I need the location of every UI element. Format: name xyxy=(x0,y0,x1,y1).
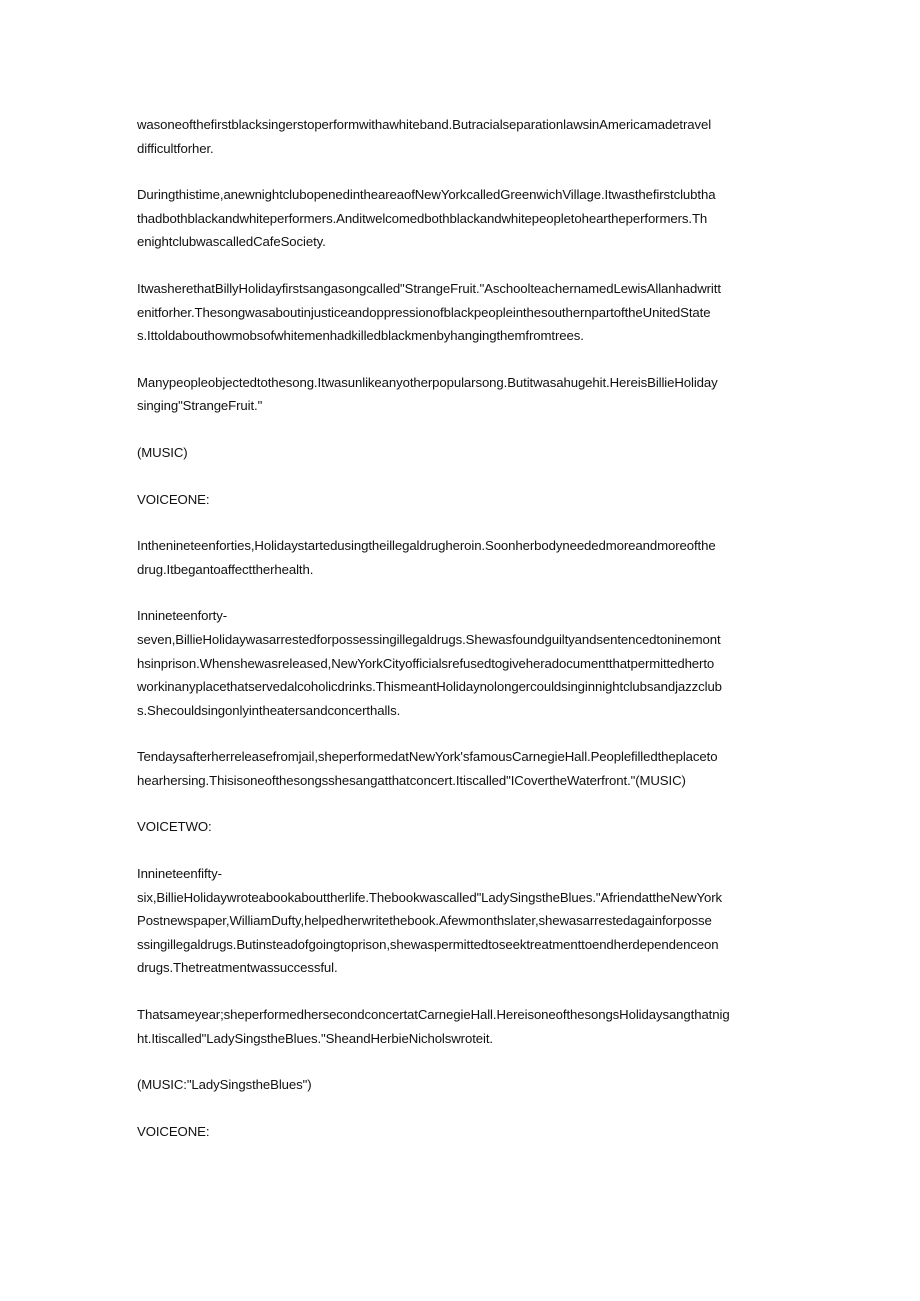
text-line: s.Shecouldsingonlyintheatersandconcerthalls. xyxy=(137,702,401,718)
text-line: ht.Itiscalled"LadySingstheBlues."SheandHerbieNicholswroteit. xyxy=(137,1030,493,1046)
text-line: wasoneofthefirstblacksingerstoperformwithawhiteband.ButracialseparationlawsinAmericamadetravel xyxy=(137,117,712,132)
text-line: thadbothblackandwhiteperformers.Anditwelcomedbothblackandwhitepeopletoheartheperformers.Th xyxy=(137,210,708,226)
text-line: (MUSIC) xyxy=(137,444,188,460)
paragraph xyxy=(137,277,785,348)
paragraph xyxy=(137,1003,785,1050)
text-line: ItwasherethatBillyHolidayfirstsangasongcalled"StrangeFruit."AschoolteachernamedLewisAllanhadwritt xyxy=(137,280,721,296)
text-line: Duringthistime,anewnightclubopenedintheareaofNewYorkcalledGreenwichVillage.Itwasthefirstclubtha xyxy=(137,187,716,203)
paragraph xyxy=(137,815,785,839)
paragraph xyxy=(137,745,785,792)
text-line: six,BillieHolidaywroteabookabouttherlife.Thebookwascalled"LadySingstheBlues."AfriendattheNewYork xyxy=(137,889,722,905)
text-line: Manypeopleobjectedtothesong.Itwasunlikeanyotherpopularsong.Butitwasahugehit.HereisBillieHoliday xyxy=(137,374,718,390)
text-line: s.Ittoldabouthowmobsofwhitemenhadkilledblackmenbyhangingthemfromtrees. xyxy=(137,328,584,344)
text-line: workinanyplacethatservedalcoholicdrinks.ThismeantHolidaynolongercouldsinginnightclubsandjazzclub xyxy=(137,679,722,695)
text-line: Inthenineteenforties,Holidaystartedusingtheillegaldrugheroin.Soonherbodyneededmoreandmoreofthe xyxy=(137,538,716,554)
text-line: enightclubwascalledCafeSociety. xyxy=(137,234,326,250)
paragraph xyxy=(137,604,785,722)
paragraph xyxy=(137,1073,785,1097)
paragraph xyxy=(137,441,785,465)
paragraph xyxy=(137,534,785,581)
document-body xyxy=(137,113,785,1166)
text-line: hsinprison.Whenshewasreleased,NewYorkCityofficialsrefusedtogiveheradocumentthatpermittedherto xyxy=(137,655,715,671)
text-line: Thatsameyear;sheperformedhersecondconcertatCarnegieHall.HereisoneofthesongsHolidaysangthatnig xyxy=(137,1007,730,1023)
text-line: drug.Itbegantoaffecttherhealth. xyxy=(137,561,314,577)
text-line: Postnewspaper,WilliamDufty,helpedherwritethebook.Afewmonthslater,shewasarrestedagainforposse xyxy=(137,913,712,929)
paragraph xyxy=(137,371,785,418)
text-line: singing"StrangeFruit." xyxy=(137,398,263,414)
text-line: (MUSIC:"LadySingstheBlues") xyxy=(137,1077,312,1093)
text-line: enitforher.ThesongwasaboutinjusticeandoppressionofblackpeopleinthesouthernpartoftheUnitedState xyxy=(137,304,711,320)
text-line: Innineteenfifty- xyxy=(137,866,222,882)
text-line: hearhersing.Thisisoneofthesongsshesangatthatconcert.Itiscalled"ICovertheWaterfront."(MUSIC) xyxy=(137,772,686,788)
paragraph xyxy=(137,113,785,160)
paragraph xyxy=(137,488,785,512)
text-line: VOICETWO: xyxy=(137,819,212,835)
text-line: ssingillegaldrugs.Butinsteadofgoingtoprison,shewaspermittedtoseektreatmenttoendherdependenceon xyxy=(137,936,719,952)
text-line: VOICEONE: xyxy=(137,1123,210,1139)
paragraph xyxy=(137,862,785,980)
text-line: seven,BillieHolidaywasarrestedforpossessingillegaldrugs.Shewasfoundguiltyandsentencedtoninemont xyxy=(137,631,721,647)
text-line: drugs.Thetreatmentwassuccessful. xyxy=(137,960,338,976)
paragraph xyxy=(137,183,785,254)
text-line: difficultforher. xyxy=(137,140,214,156)
text-line: Tendaysafterherreleasefromjail,sheperformedatNewYork'sfamousCarnegieHall.Peoplefilledtheplaceto xyxy=(137,749,718,765)
paragraph xyxy=(137,1120,785,1144)
text-line: VOICEONE: xyxy=(137,491,210,507)
text-line: Innineteenforty- xyxy=(137,608,228,624)
